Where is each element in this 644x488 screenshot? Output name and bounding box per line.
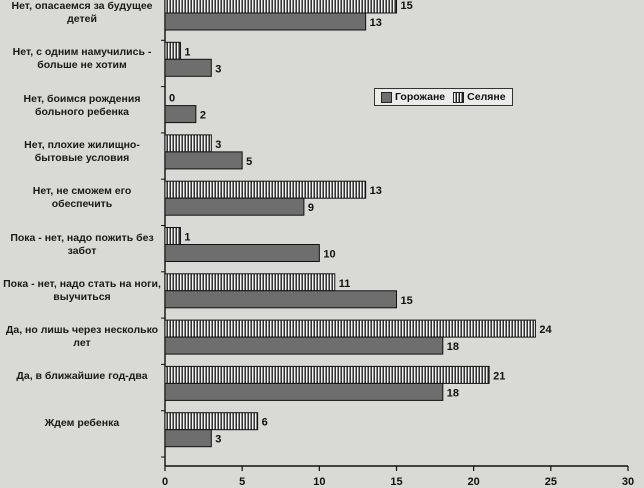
data-label: 18 (446, 341, 460, 354)
x-tick-label: 15 (390, 476, 403, 488)
category-label: Ждем ребенка (44, 416, 120, 429)
category-label: Да, но лишь через несколько лет (5, 324, 159, 350)
data-label: 18 (446, 387, 460, 400)
data-label: 5 (246, 155, 253, 168)
data-label: 1 (184, 46, 191, 59)
x-tick-label: 25 (544, 476, 557, 488)
x-tick-label: 10 (313, 476, 326, 488)
bar-city (165, 337, 443, 354)
category-label: Нет, боимся рождения больного ребенка (23, 92, 141, 118)
x-tick-label: 20 (467, 476, 480, 488)
category-label: Пока - нет, надо стать на ноги, выучиться (3, 277, 161, 303)
legend-item-rural (453, 91, 505, 103)
legend (374, 88, 513, 106)
data-label: 1 (184, 231, 191, 244)
data-label: 13 (369, 17, 382, 29)
legend-label-rural: Селяне (467, 91, 506, 103)
bar-city (165, 383, 443, 400)
category-label: Пока - нет, надо пожить без забот (10, 231, 154, 257)
data-label: 21 (493, 370, 506, 383)
data-label: 24 (539, 324, 552, 337)
legend-swatch-city (381, 92, 392, 103)
bar-rural (165, 274, 335, 291)
bar-city (165, 106, 196, 123)
bar-city (165, 152, 242, 169)
bar-rural (165, 366, 489, 383)
bar-rural (165, 42, 180, 59)
bar-rural (165, 228, 180, 245)
data-label: 11 (338, 277, 351, 290)
data-label: 9 (307, 202, 315, 215)
x-tick-label: 0 (161, 476, 169, 488)
category-label: Да, в ближайшие год-два (16, 370, 148, 383)
legend-item-city (381, 91, 445, 103)
bar-city (165, 245, 319, 262)
data-label: 3 (215, 433, 222, 446)
bar-rural (165, 413, 258, 430)
data-label: 0 (169, 92, 176, 105)
data-label: 6 (261, 416, 268, 429)
data-label: 3 (215, 63, 222, 76)
legend-label-city: Горожане (395, 91, 446, 103)
bar-rural (165, 181, 366, 198)
bar-city (165, 430, 211, 447)
bar-city (165, 13, 366, 30)
data-label: 15 (400, 0, 413, 12)
x-tick-label: 5 (239, 476, 246, 488)
bar-city (165, 198, 304, 215)
data-label: 2 (199, 109, 206, 122)
data-label: 10 (323, 248, 336, 261)
x-tick-label: 30 (621, 476, 635, 488)
data-label: 15 (400, 294, 413, 307)
category-label: Нет, с одним намучились - больше не хотим (12, 46, 152, 72)
bar-city (165, 291, 397, 308)
bar-rural (165, 0, 397, 13)
data-label: 13 (369, 185, 382, 198)
category-label: Нет, опасаемся за будущее детей (11, 0, 153, 25)
bar-rural (165, 320, 535, 337)
bar-city (165, 59, 211, 76)
category-label: Нет, не сможем его обеспечить (32, 185, 132, 211)
bar-rural (165, 135, 211, 152)
legend-swatch-rural (453, 92, 464, 103)
data-label: 3 (215, 138, 222, 151)
category-label: Нет, плохие жилищно-бытовые условия (24, 138, 140, 164)
